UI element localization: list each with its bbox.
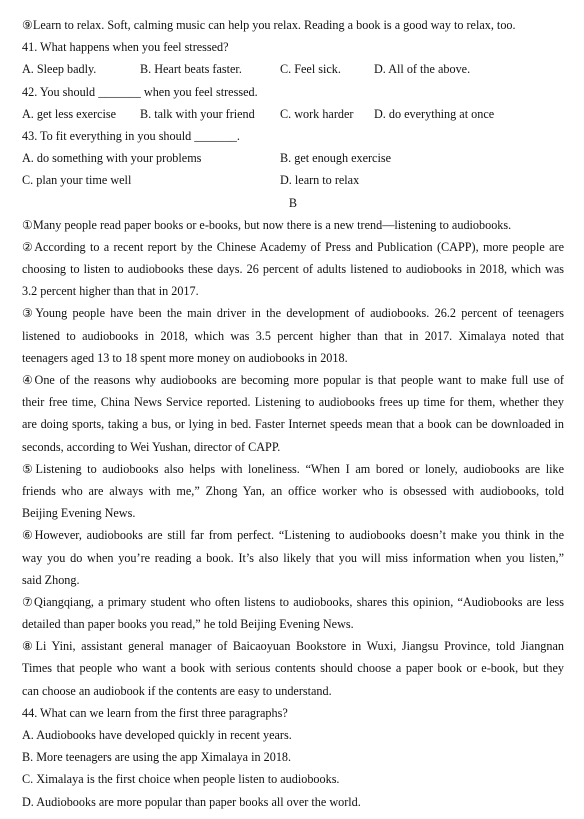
option-41-c[interactable]: C. Feel sick. [280,62,341,77]
option-44-b[interactable]: B. More teenagers are using the app Ximalaya in 2018. [22,750,292,765]
exam-page [22,14,564,813]
option-42-c[interactable]: C. work harder [280,106,354,121]
passage-line: ①Many people read paper books or e-books, but now there is a new trend—listening to audiobooks. [22,217,512,232]
passage-line: ④One of the reasons why audiobooks are becoming more popular is that people want to make full use of [22,373,564,387]
passage-line: ⑤Listening to audiobooks also helps with loneliness. “When I am bored or lonely, audiobooks are like [22,461,564,476]
passage-line: Times that people who want a book with serious contents should choose a paper book or e-book, but they [22,661,564,676]
option-44-c[interactable]: C. Ximalaya is the first choice when people listen to audiobooks. [22,772,340,787]
passage-line: listened to audiobooks in 2018, which was 3.5 percent higher than that in 2017. Ximalaya noted that [22,328,564,343]
passage-line: choosing to listen to audiobooks these days. 26 percent of adults listened to audiobooks in 2018, which was [22,262,564,277]
passage-line: can choose an audiobook if the contents are easy to understand. [22,683,332,698]
option-44-a[interactable]: A. Audiobooks have developed quickly in recent years. [22,728,292,742]
question-41-options [22,58,564,80]
passage-line: way you do when you’re reading a book. It’s also likely that you will miss information when you listen,” [22,550,564,565]
passage-line: detailed than paper books you read,” he told Beijing Evening News. [22,617,354,632]
tip-9: ⑨Learn to relax. Soft, calming music can help you relax. Reading a book is a good way to relax, too. [22,18,516,32]
option-43-c[interactable]: C. plan your time well [22,173,132,188]
question-44-stem: 44. What can we learn from the first three paragraphs? [22,705,288,720]
option-42-b[interactable]: B. talk with your friend [140,106,255,121]
question-43-stem: 43. To fit everything in you should _______. [22,128,240,143]
option-41-a[interactable]: A. Sleep badly. [22,62,97,77]
question-43-options-row2 [22,169,564,191]
passage-line: seconds, according to Wei Yushan, director of CAPP. [22,439,281,454]
passage-line: ③Young people have been the main driver in the development of audiobooks. 26.2 percent of teenagers [22,306,564,321]
passage-line: ⑧Li Yini, assistant general manager of Baicaoyuan Bookstore in Wuxi, Jiangsu Province, told Jiangnan [22,639,564,654]
passage-line: friends who are always with me,” Zhong Yan, an office worker who is obsessed with audiobooks, told [22,483,564,498]
question-43-options-row1 [22,147,564,169]
option-41-b[interactable]: B. Heart beats faster. [140,62,242,77]
option-41-d[interactable]: D. All of the above. [374,62,471,77]
passage-line: teenagers aged 13 to 18 spent more money on audiobooks in 2018. [22,350,348,365]
question-42-options [22,103,564,125]
passage-line: ⑥However, audiobooks are still far from perfect. “Listening to audiobooks doesn’t make you think in the [22,528,564,543]
section-b-heading: B [288,195,298,210]
passage-line: ②According to a recent report by the Chinese Academy of Press and Publication (CAPP), more people are [22,239,564,254]
option-42-a[interactable]: A. get less exercise [22,106,117,121]
passage-line: ⑦Qiangqiang, a primary student who often listens to audiobooks, shares this opinion, “Audiobooks are less [22,594,564,609]
passage-line: their free time, China News Service reported. Listening to audiobooks frees up time for them, whether they [22,395,564,410]
passage-line: are doing sports, taking a bus, or lying in bed. Faster Internet speeds mean that a book can be downloaded in [22,417,564,432]
option-43-d[interactable]: D. learn to relax [280,173,360,188]
option-42-d[interactable]: D. do everything at once [374,106,495,121]
question-41-stem: 41. What happens when you feel stressed? [22,40,229,55]
passage-line: said Zhong. [22,572,80,587]
option-43-b[interactable]: B. get enough exercise [280,151,392,166]
question-42-stem: 42. You should _______ when you feel stressed. [22,84,258,99]
option-43-a[interactable]: A. do something with your problems [22,151,202,166]
option-44-d[interactable]: D. Audiobooks are more popular than paper books all over the world. [22,794,361,809]
passage-line: Beijing Evening News. [22,506,136,521]
passage-line: 3.2 percent higher than that in 2017. [22,284,199,299]
